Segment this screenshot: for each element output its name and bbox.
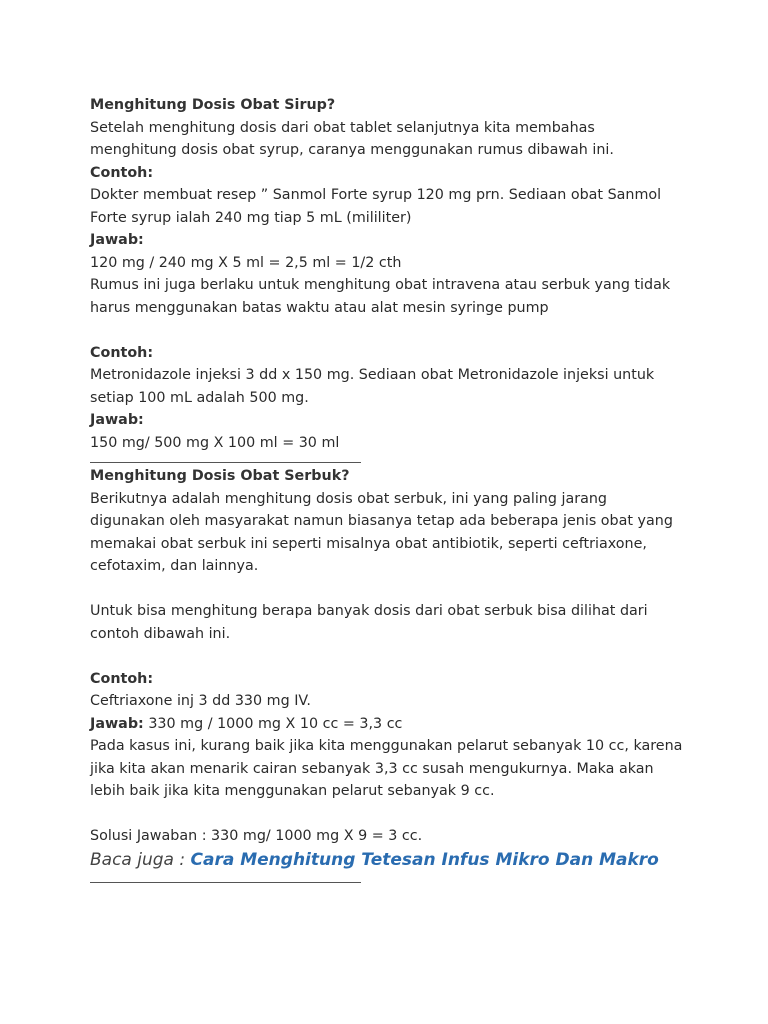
paragraph-line: Dokter membuat resep ” Sanmol Forte syrup 120 mg prn. Sediaan obat Sanmol bbox=[90, 187, 662, 203]
answer-line bbox=[90, 713, 710, 736]
jawab-label: Jawab: bbox=[90, 715, 144, 732]
paragraph-line: Pada kasus ini, kurang baik jika kita menggunakan pelarut sebanyak 10 cc, karena bbox=[90, 738, 683, 754]
answer-text: 330 mg / 1000 mg X 10 cc = 3,3 cc bbox=[143, 715, 403, 732]
paragraph-line: harus menggunakan batas waktu atau alat mesin syringe pump bbox=[90, 299, 549, 316]
jawab-label: Jawab: bbox=[90, 232, 144, 248]
jawab-label: Jawab: bbox=[90, 412, 144, 428]
paragraph-line: jika kita akan menarik cairan sebanyak 3,3 cc susah mengukurnya. Maka akan bbox=[90, 760, 654, 777]
baca-juga-prefix: Baca juga : bbox=[90, 849, 191, 870]
paragraph-line: Berikutnya adalah menghitung dosis obat serbuk, ini yang paling jarang bbox=[90, 490, 607, 507]
section-divider bbox=[90, 462, 361, 463]
baca-juga bbox=[90, 848, 710, 872]
paragraph-line: Untuk bisa menghitung berapa banyak dosis dari obat serbuk bisa dilihat dari bbox=[90, 603, 648, 619]
paragraph-line: setiap 100 mL adalah 500 mg. bbox=[90, 389, 309, 406]
contoh-label: Contoh: bbox=[90, 164, 154, 181]
baca-juga-link[interactable]: Cara Menghitung Tetesan Infus Mikro Dan Makro bbox=[190, 849, 659, 870]
answer-line: 150 mg/ 500 mg X 100 ml = 30 ml bbox=[90, 434, 340, 451]
answer-line: 120 mg / 240 mg X 5 ml = 2,5 ml = 1/2 cth bbox=[90, 254, 402, 271]
paragraph-line: Forte syrup ialah 240 mg tiap 5 mL (mililiter) bbox=[90, 209, 412, 226]
paragraph-line: Metronidazole injeksi 3 dd x 150 mg. Sediaan obat Metronidazole injeksi untuk bbox=[90, 367, 655, 383]
document-page bbox=[90, 94, 710, 885]
paragraph-line: Ceftriaxone inj 3 dd 330 mg IV. bbox=[90, 693, 311, 709]
footer-divider bbox=[90, 882, 361, 883]
paragraph-line: contoh dibawah ini. bbox=[90, 625, 231, 642]
paragraph-line: digunakan oleh masyarakat namun biasanya tetap ada beberapa jenis obat yang bbox=[90, 513, 673, 529]
section-heading-sirup: Menghitung Dosis Obat Sirup? bbox=[90, 97, 336, 113]
paragraph-line: menghitung dosis obat syrup, caranya menggunakan rumus dibawah ini. bbox=[90, 142, 614, 158]
paragraph-line: cefotaxim, dan lainnya. bbox=[90, 558, 259, 574]
paragraph-line: Rumus ini juga berlaku untuk menghitung obat intravena atau serbuk yang tidak bbox=[90, 277, 671, 293]
contoh-label: Contoh: bbox=[90, 344, 154, 361]
spacer bbox=[90, 319, 710, 342]
paragraph-line: memakai obat serbuk ini seperti misalnya obat antibiotik, seperti ceftriaxone, bbox=[90, 535, 647, 552]
paragraph-line: lebih baik jika kita menggunakan pelarut sebanyak 9 cc. bbox=[90, 783, 495, 799]
section-heading-serbuk: Menghitung Dosis Obat Serbuk? bbox=[90, 468, 350, 484]
paragraph-line: Setelah menghitung dosis dari obat tablet selanjutnya kita membahas bbox=[90, 119, 595, 136]
spacer bbox=[90, 645, 710, 668]
spacer bbox=[90, 803, 710, 826]
contoh-label: Contoh: bbox=[90, 670, 154, 687]
solution-line: Solusi Jawaban : 330 mg/ 1000 mg X 9 = 3 cc. bbox=[90, 828, 423, 844]
spacer bbox=[90, 578, 710, 601]
